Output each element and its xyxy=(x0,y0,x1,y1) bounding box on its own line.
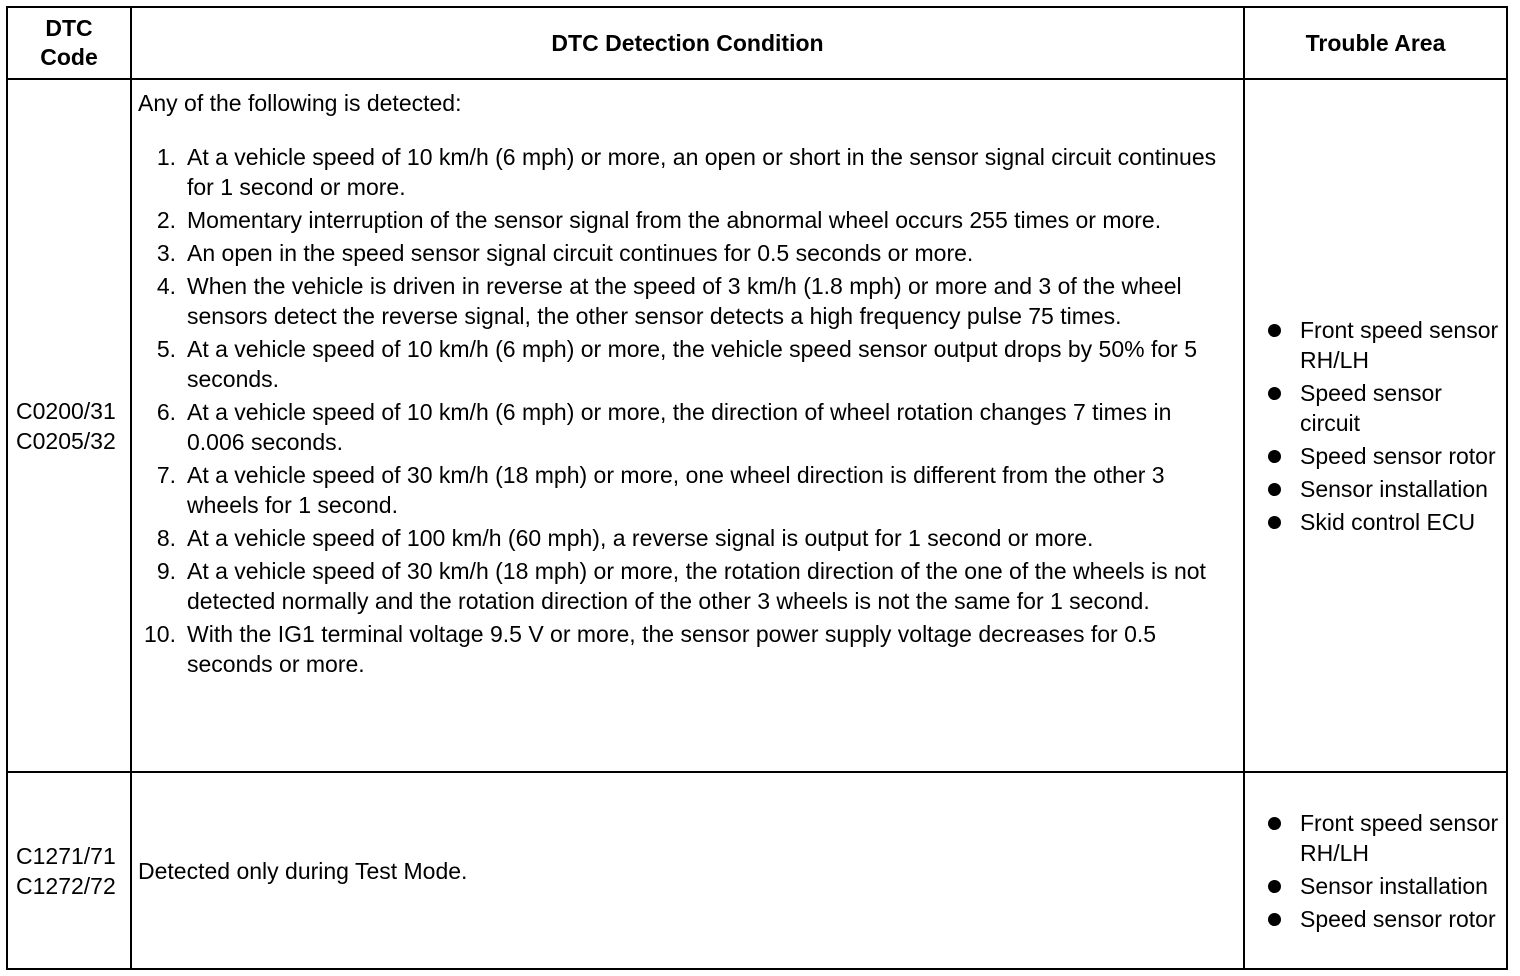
table-row xyxy=(7,772,1507,969)
detection-condition-cell xyxy=(131,772,1244,969)
condition-intro: Any of the following is detected: xyxy=(138,90,462,116)
list-item: 2. Momentary interruption of the sensor signal from the abnormal wheel occurs 255 times or more. xyxy=(156,207,1162,233)
trouble-area-cell xyxy=(1244,79,1507,772)
trouble-area-cell xyxy=(1244,772,1507,969)
list-item: 10. With the IG1 terminal voltage 9.5 V or more, the sensor power supply voltage decreases for 0.5 seconds or more. xyxy=(144,621,1157,677)
dtc-code: C0205/32 xyxy=(16,427,116,454)
list-item: Skid control ECU xyxy=(1266,507,1502,537)
list-item: 1. At a vehicle speed of 10 km/h (6 mph) or more, an open or short in the sensor signal circuit continues for 1 second or more. xyxy=(156,144,1217,200)
detection-condition-cell xyxy=(131,79,1244,772)
trouble-area-list xyxy=(1245,315,1502,537)
list-item: Sensor installation xyxy=(1266,474,1502,504)
list-item: 3. An open in the speed sensor signal circuit continues for 0.5 seconds or more. xyxy=(156,240,974,266)
header-dtc-code: DTC Code xyxy=(7,7,131,79)
dtc-code-cell xyxy=(7,772,131,969)
dtc-code: C0200/31 xyxy=(16,397,116,424)
list-item: 5. At a vehicle speed of 10 km/h (6 mph) or more, the vehicle speed sensor output drops by 50% for 5 seconds. xyxy=(156,336,1197,392)
dtc-code-cell xyxy=(7,79,131,772)
list-item: 6. At a vehicle speed of 10 km/h (6 mph) or more, the direction of wheel rotation changes 7 times in 0.006 seconds. xyxy=(156,399,1172,455)
list-item: 7. At a vehicle speed of 30 km/h (18 mph) or more, one wheel direction is different from the other 3 wheels for 1 second. xyxy=(156,462,1165,518)
list-item: Front speed sensor RH/LH xyxy=(1266,808,1502,868)
list-item: Speed sensor rotor xyxy=(1266,441,1502,471)
header-detection-condition: DTC Detection Condition xyxy=(131,7,1244,79)
dtc-code: C1272/72 xyxy=(16,872,116,899)
trouble-area-list xyxy=(1245,808,1502,934)
header-trouble-area: Trouble Area xyxy=(1244,7,1507,79)
list-item: Speed sensor circuit xyxy=(1266,378,1502,438)
table-row xyxy=(7,79,1507,772)
list-item: 4. When the vehicle is driven in reverse at the speed of 3 km/h (1.8 mph) or more and 3 of the wheel sensors detect the reverse signal, the other sensor detects a high frequency pulse 75 times. xyxy=(156,273,1182,329)
list-item: Speed sensor rotor xyxy=(1266,904,1502,934)
list-item: 9. At a vehicle speed of 30 km/h (18 mph) or more, the rotation direction of the one of the wheels is not detected normally and the rotation direction of the other 3 wheels is not the same for 1 second. xyxy=(156,558,1206,614)
list-item: Front speed sensor RH/LH xyxy=(1266,315,1502,375)
condition-list xyxy=(138,142,1233,679)
table-header-row xyxy=(7,7,1507,79)
dtc-code: C1271/71 xyxy=(16,842,116,869)
condition-text: Detected only during Test Mode. xyxy=(138,857,468,884)
dtc-table xyxy=(6,6,1508,970)
list-item: Sensor installation xyxy=(1266,871,1502,901)
list-item: 8. At a vehicle speed of 100 km/h (60 mph), a reverse signal is output for 1 second or more. xyxy=(156,525,1094,551)
